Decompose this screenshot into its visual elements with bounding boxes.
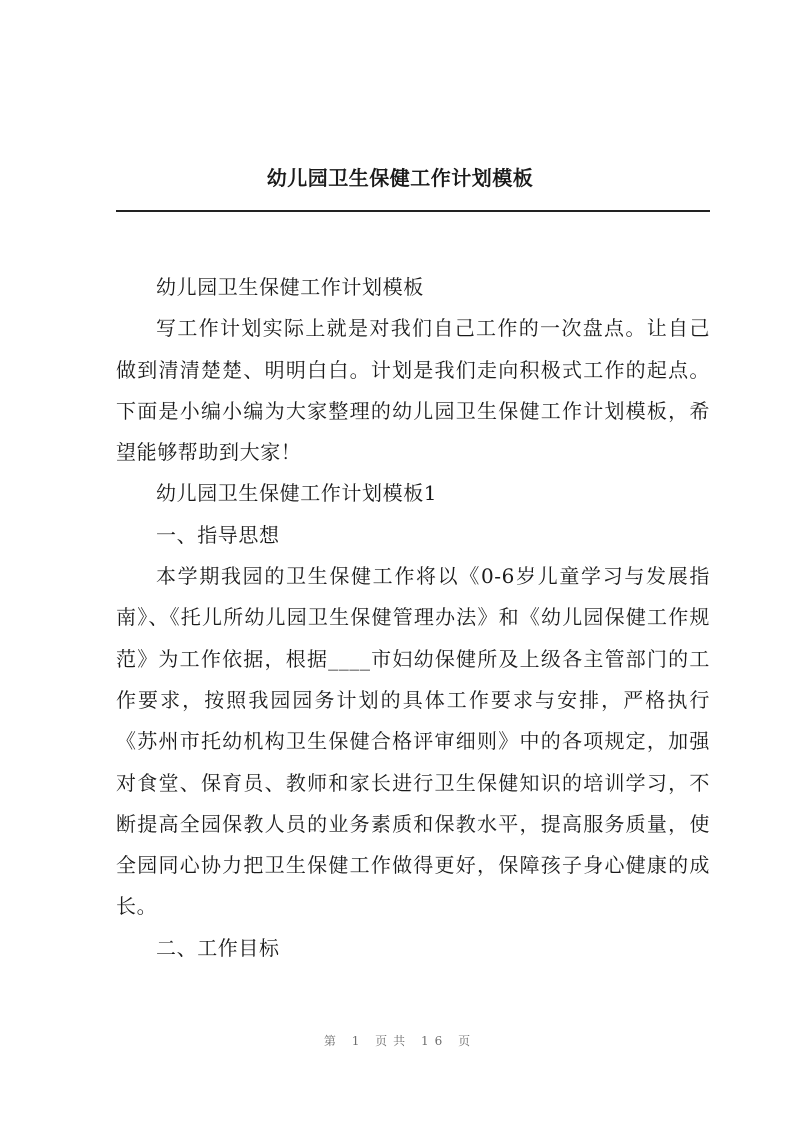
- footer-middle: 页共: [375, 1034, 412, 1048]
- section-heading-work-goals: 二、工作目标: [156, 935, 280, 960]
- paragraph-guiding-ideology: 本学期我园的卫生保健工作将以《0-6岁儿童学习与发展指南》、《托儿所幼儿园卫生保健管理办法》和《幼儿园保健工作规范》为工作依据，根据____市妇幼保健所及上级各主管部门的工作要求，按照我园园务计划的具体工作要求与安排，严格执行《苏州市托幼机构卫生保健合格评审细则》中的各项规定，加强对食堂、保育员、教师和家长进行卫生保健知识的培训学习，不断提高全园保教人员的业务素质和保教水平，提高服务质量，使全园同心协力把卫生保健工作做得更好，保障孩子身心健康的成长。: [116, 564, 710, 919]
- section-heading-guiding-ideology: 一、指导思想: [156, 522, 280, 547]
- footer-total-pages: 16: [421, 1034, 449, 1048]
- title-divider: [116, 210, 710, 212]
- paragraph-intro: 写工作计划实际上就是对我们自己工作的一次盘点。让自己做到清清楚楚、明明白白。计划是我们走向积极式工作的起点。下面是小编小编为大家整理的幼儿园卫生保健工作计划模板，希望能够帮助到大家！: [116, 316, 710, 465]
- document-title: 幼儿园卫生保健工作计划模板: [266, 166, 534, 190]
- footer-page-number: 1: [351, 1034, 366, 1048]
- footer-suffix: 页: [458, 1034, 477, 1048]
- footer-prefix: 第: [323, 1034, 342, 1048]
- page-footer: [0, 1032, 800, 1049]
- paragraph-heading: 幼儿园卫生保健工作计划模板: [156, 275, 424, 299]
- paragraph-template-title: 幼儿园卫生保健工作计划模板1: [156, 481, 438, 506]
- document-body: [116, 267, 710, 969]
